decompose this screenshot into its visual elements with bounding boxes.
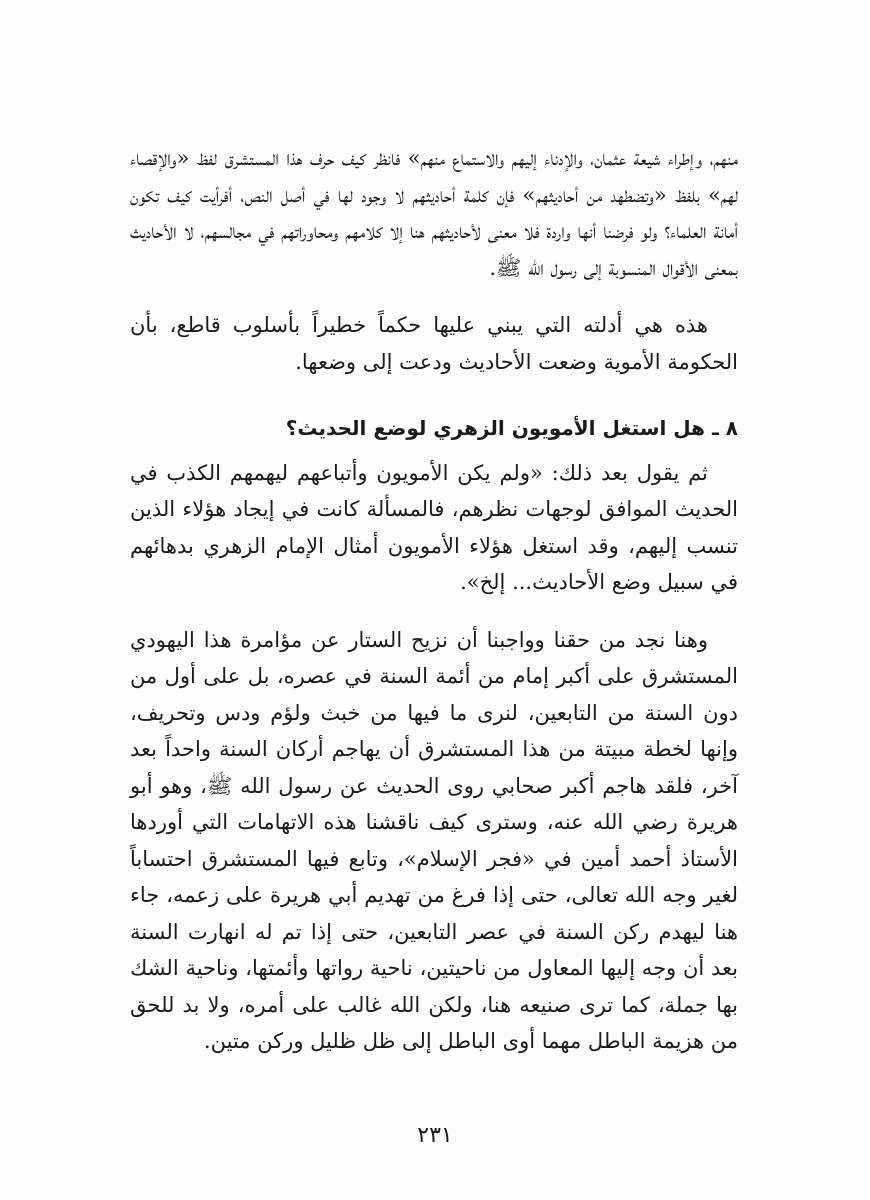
section-heading: ٨ ـ هل استغل الأمويون الزهري لوضع الحديث؟: [285, 416, 738, 440]
paragraph-continuation: منهم، وإطراء شيعة عثمان، والإدناء إليهم والاستماع منهم» فانظر كيف حرف هذا المستشرق لفظ «والإقصاء لهم» بلفظ «وتضطهد من أحاديثهم» فإن كلمة أحاديثهم لا وجود لها في أصل النص، أفرأيت كيف تكون أمانة العلماء؟ ولو فرضنا أنها واردة فلا معنى لأحاديثهم هنا إلا كلامهم ومحاوراتهم في مجالسهم، لا الأحاديث بمعنى الأقوال المنسوبة إلى رسول الله ﷺ.: [130, 146, 738, 280]
paragraph-quote: ثم يقول بعد ذلك: «ولم يكن الأمويون وأتباعهم ليهمهم الكذب في الحديث الموافق لوجهات نظرهم، فالمسألة كانت في إيجاد هؤلاء الذين تنسب إليهم، وقد استغل هؤلاء الأمويون أمثال الإمام الزهري بدهائهم في سبيل وضع الأحاديث... إلخ».: [130, 460, 738, 594]
page-body: [130, 140, 738, 1060]
page-number: ٢٣١: [417, 1123, 453, 1148]
paragraph-evidence-summary: هذه هي أدلته التي يبني عليها حكماً خطيراً بأسلوب قاطع، بأن الحكومة الأموية وضعت الأحاديث ودعت إلى وضعها.: [130, 313, 738, 374]
paragraph-rebuttal: وهنا نجد من حقنا وواجبنا أن نزيح الستار عن مؤامرة هذا اليهودي المستشرق على أكبر إمام من أئمة السنة في عصره، بل على أول من دون السنة من التابعين، لنرى ما فيها من خبث ولؤم ودس وتحريف، وإنها لخطة مبيتة من هذا المستشرق أن يهاجم أركان السنة واحداً بعد آخر، فلقد هاجم أكبر صحابي روى الحديث عن رسول الله ﷺ، وهو أبو هريرة رضي الله عنه، وسترى كيف ناقشنا هذه الاتهامات التي أوردها الأستاذ أحمد أمين في «فجر الإسلام»، وتابع فيها المستشرق احتساباً لغير وجه الله تعالى، حتى إذا فرغ من تهديم أبي هريرة على زعمه، جاء هنا ليهدم ركن السنة في عصر التابعين، حتى إذا تم له انهارت السنة بعد أن وجه إليها المعاول من ناحيتين، ناحية رواتها وأئمتها، وناحية الشك بها جملة، كما ترى صنيعه هنا، ولكن الله غالب على أمره، ولا بد للحق من هزيمة الباطل مهما أوى الباطل إلى ظل ظليل وركن متين.: [130, 627, 739, 1053]
